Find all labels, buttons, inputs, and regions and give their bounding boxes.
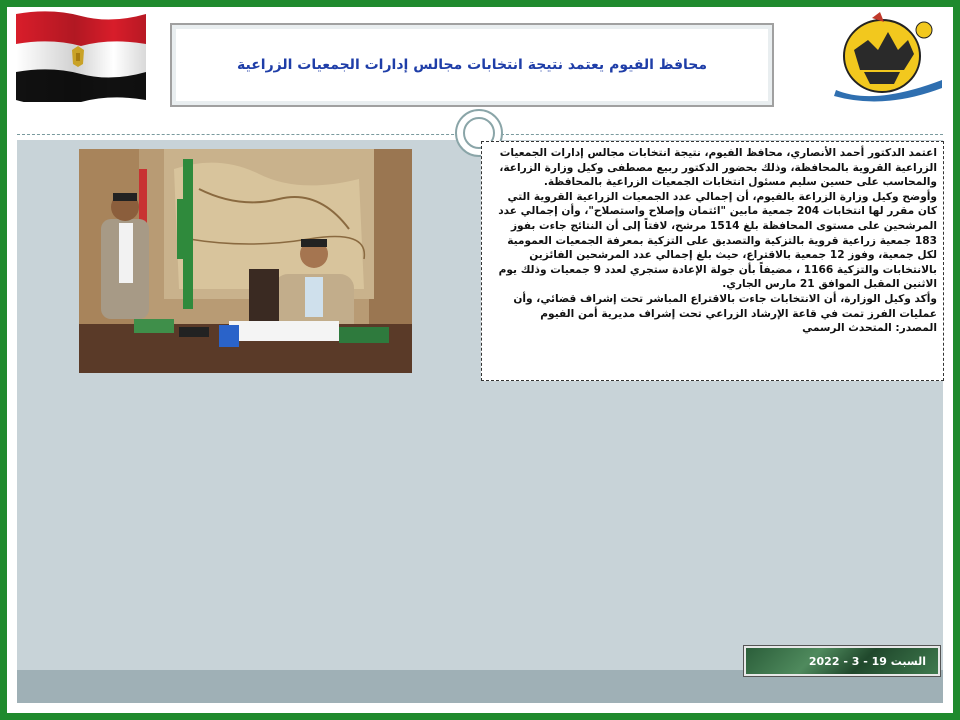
article-paragraph: وأكد وكيل الوزارة، أن الانتخابات جاءت بالاقتراع المباشر تحت إشراف قضائي، وأن عمليات الفرز تمت في قاعة الإرشاد الزراعي تحت إشراف مديرية أمن الفيوم <box>513 292 937 320</box>
fayoum-governorate-logo-icon <box>834 10 944 106</box>
article-source: المصدر: المتحدث الرسمي <box>802 322 937 335</box>
page-title: محافظ الفيوم يعتمد نتيجة انتخابات مجالس إدارات الجمعيات الزراعية <box>237 57 707 73</box>
news-photo <box>79 149 412 373</box>
article-paragraph: وأوضح وكيل وزارة الزراعة بالفيوم، أن إجمالي عدد الجمعيات الزراعية القروية التي كان مقرر لها انتخابات 204 جمعية مابين "ائتمان وإصلاح واستصلاح"، وأن إجمالي عدد المرشحين على مستوى المحافظة بلغ 1514 مرشح، لافتاً إلى أن النتائج جاءت بفوز 183 جمعية زراعية قروية بالتزكية والتصديق على التزكية بمعرفة الجمعيات العمومية لكل جمعية، وفوز 12 جمعية بالاقتراع، حيث بلغ إجمالي عدد المرشحين الفائزين بالانتخابات والتزكية 1166 ، مضيفاً بأن جولة الإعادة ستجري لعدد 9 جمعيات وذلك يوم الاثنين المقبل الموافق 21 مارس الجاري. <box>498 190 937 291</box>
date-label: السبت 19 - 3 - 2022 <box>808 654 926 668</box>
article-text <box>481 141 944 381</box>
egypt-flag-icon <box>16 10 146 102</box>
title-box <box>170 23 774 107</box>
date-bar <box>744 646 940 676</box>
article-paragraph: اعتمد الدكتور أحمد الأنصاري، محافظ الفيوم، نتيجة انتخابات مجالس إدارات الجمعيات الزراعية القروية بالمحافظة، وذلك بحضور الدكتور ربيع مصطفى وكيل وزارة الزراعة، والمحاسب على حسين سليم مسئول انتخابات الجمعيات الزراعية بالمحافظة. <box>499 147 937 189</box>
